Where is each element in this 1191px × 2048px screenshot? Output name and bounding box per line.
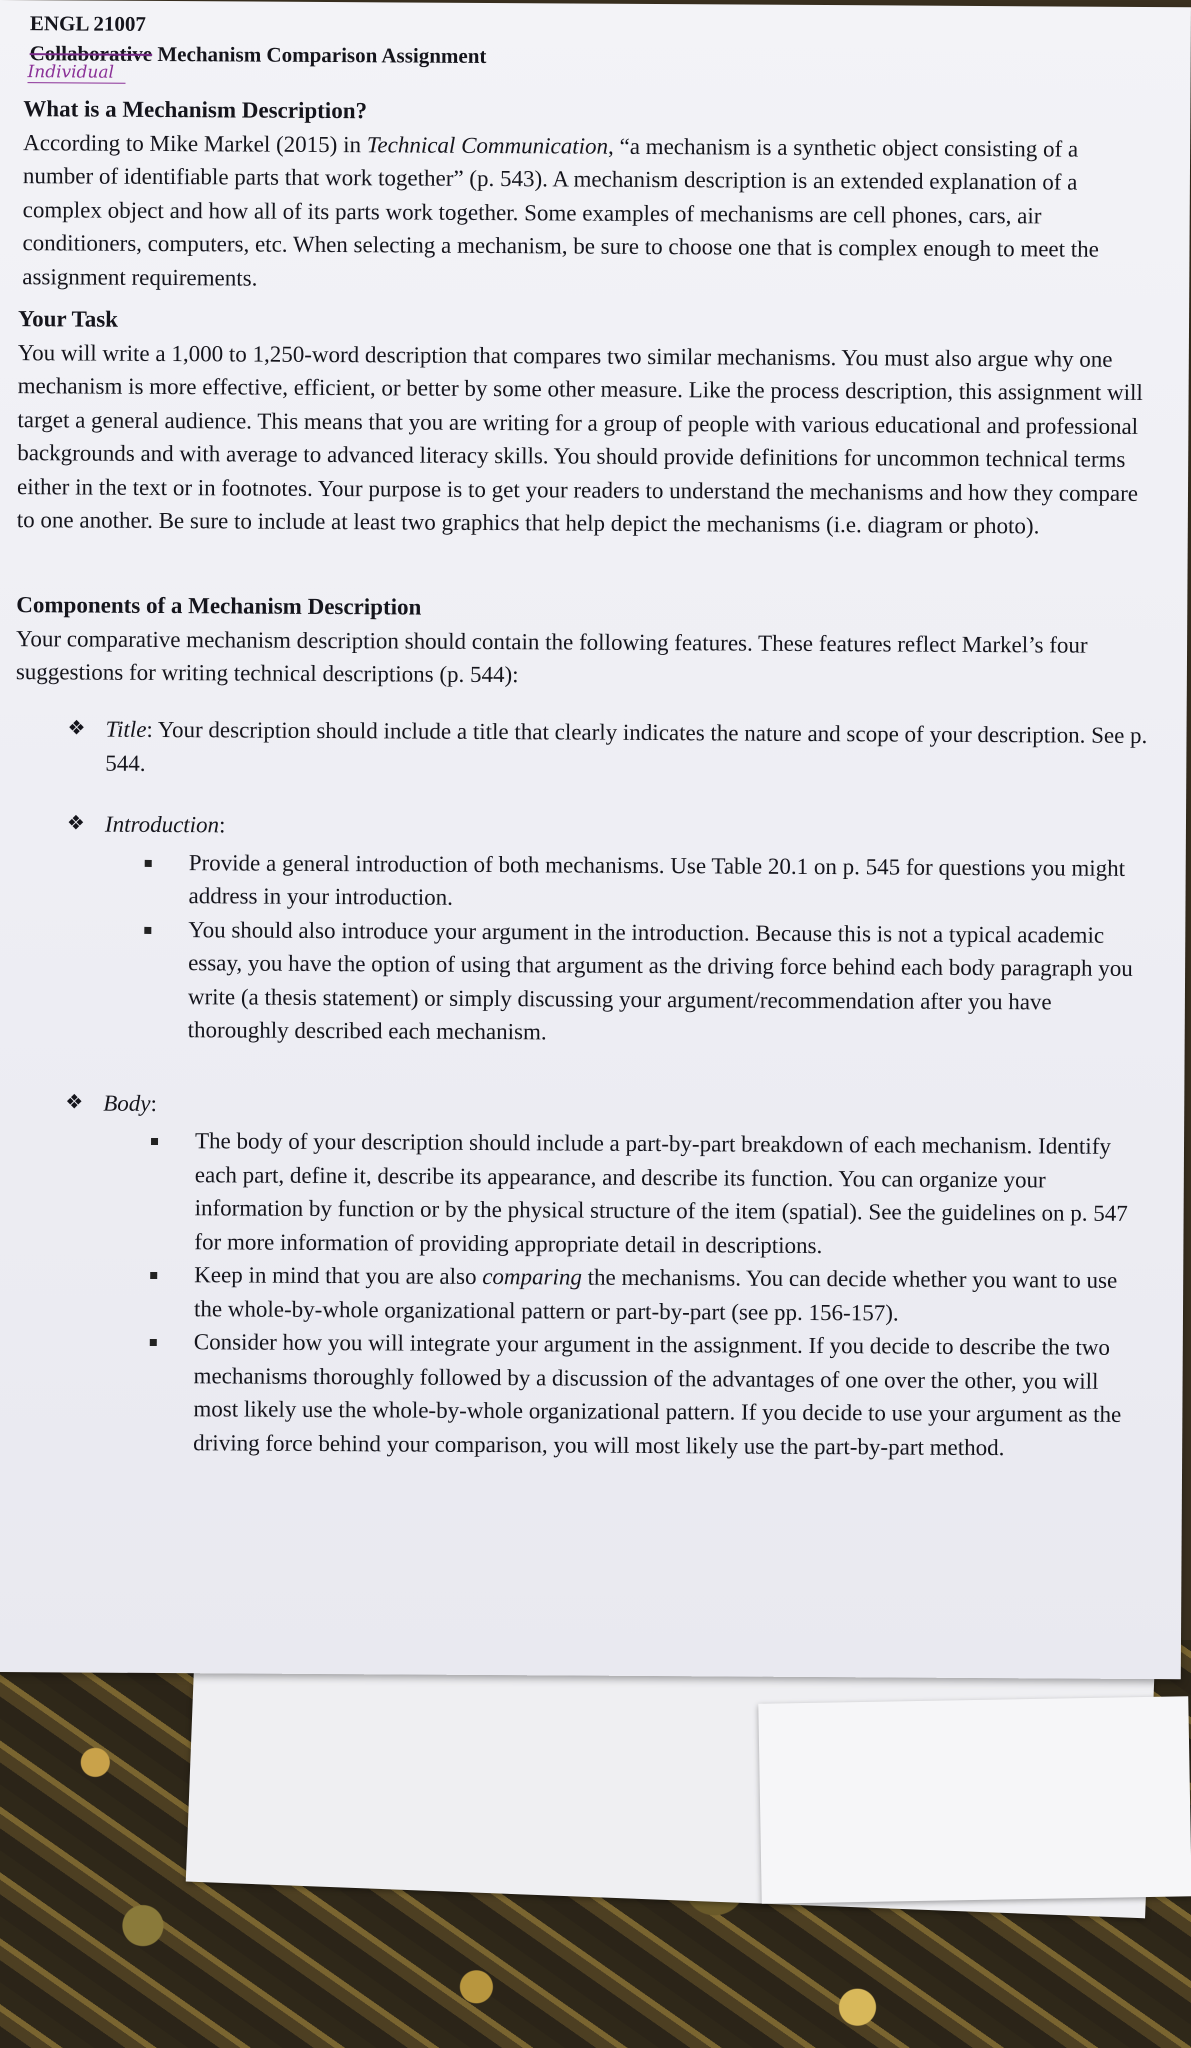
section-heading: What is a Mechanism Description? bbox=[23, 96, 368, 124]
diamond-bullet-icon: ❖ bbox=[66, 812, 85, 835]
list-item-text: You should also introduce your argument in the introduction. Because this is not a typical academic essay, you have the option of using that argument as the driving force behind each body paragraph you write (a thesis statement) or simply discussing your argument/recommendation after you have thoroughly described each mechanism. bbox=[187, 916, 1133, 1045]
feature-label: Title bbox=[105, 716, 147, 742]
list-item-text: Provide a general introduction of both mechanisms. Use Table 20.1 on p. 545 for questions you might address in your introduction. bbox=[188, 849, 1126, 910]
square-bullet-icon bbox=[150, 1272, 157, 1279]
feature-title bbox=[67, 712, 1147, 786]
handwritten-note: Individual bbox=[27, 62, 126, 84]
section-body bbox=[22, 126, 1143, 300]
section-heading: Your Task bbox=[17, 306, 119, 332]
feature-body bbox=[63, 1086, 1145, 1465]
diamond-bullet-icon: ❖ bbox=[65, 1090, 84, 1114]
section-body: You will write a 1,000 to 1,250-word description that compares two similar mechanisms. You must also argue why one mechanism is more effective, efficient, or better by some other measure. Like the process description, this assignment will target a general audience. This means that you are writing for a group of people with various educational and professional backgrounds and with average to advanced literacy skills. You should provide definitions for uncommon technical terms either in the text or in footnotes. Your purpose is to get your readers to understand the mechanisms and how they compare to one another. Be sure to include at least two graphics that help depict the mechanisms (i.e. diagram or photo). bbox=[16, 339, 1143, 539]
section-components bbox=[16, 588, 1147, 695]
feature-text: : Your description should include a title that clearly indicates the nature and scope of your description. See p. 544. bbox=[105, 716, 1148, 776]
square-bullet-icon bbox=[151, 1138, 158, 1145]
feature-label: Body bbox=[103, 1090, 151, 1116]
list-item bbox=[188, 846, 1146, 919]
title-text: Mechanism Comparison Assignment bbox=[152, 41, 487, 68]
emphasis-text: comparing bbox=[482, 1263, 583, 1290]
section-heading: Components of a Mechanism Description bbox=[16, 592, 422, 620]
diamond-bullet-icon: ❖ bbox=[67, 717, 86, 740]
label-colon: : bbox=[150, 1090, 157, 1116]
document-header bbox=[30, 8, 487, 71]
list-item bbox=[188, 913, 1147, 1053]
square-bullet-icon bbox=[144, 926, 151, 933]
section-body: Your comparative mechanism description should contain the following features. These features reflect Markel’s four suggestions for writing technical descriptions (p. 544): bbox=[15, 625, 1088, 688]
label-colon: : bbox=[219, 812, 226, 838]
introduction-bullets bbox=[104, 845, 1147, 1052]
square-bullet-icon bbox=[150, 1339, 157, 1346]
body-text: According to Mike Markel (2015) in bbox=[23, 129, 367, 157]
list-item bbox=[194, 1258, 1144, 1331]
list-item bbox=[194, 1124, 1145, 1264]
list-item-text: the mechanisms. You can decide whether you want to use the whole-by-whole organizational pattern or part-by-part (see pp. 156-157). bbox=[193, 1264, 1118, 1326]
list-item-text: The body of your description should include a part-by-part breakdown of each mechanism. Identify each part, define it, describe its appearance, and describe its function. You can organize your information by function or by the physical structure of the item (spatial). See the guidelines on p. 547 for more information of providing appropriate detail in descriptions. bbox=[194, 1128, 1128, 1258]
course-code: ENGL 21007 bbox=[29, 11, 147, 36]
body-text: , “a mechanism is a synthetic object consisting of a number of identifiable parts that work together” (p. 543). A mechanism description is an extended explanation of a complex object and how all of its parts work together. Some examples of mechanisms are cell phones, cars, air conditioners, computers, etc. When selecting a mechanism, be sure to choose one that is complex enough to meet the assignment requirements. bbox=[22, 133, 1100, 291]
book-title: Technical Communication bbox=[366, 131, 609, 159]
struck-word: Collaborative bbox=[29, 41, 153, 66]
body-bullets bbox=[101, 1124, 1145, 1465]
feature-label: Introduction bbox=[104, 811, 220, 838]
list-item bbox=[193, 1325, 1144, 1465]
section-mechanism-description bbox=[22, 92, 1143, 300]
list-item-text: Keep in mind that you are also bbox=[194, 1262, 483, 1289]
square-bullet-icon bbox=[145, 859, 152, 866]
list-item-text: Consider how you will integrate your argument in the assignment. If you decide to describe the two mechanisms thoroughly followed by a discussion of the advantages of one over the other, you will most likely use the whole-by-whole organizational pattern. If you decide to use your argument as the driving force behind your comparison, you will most likely use the part-by-part method. bbox=[193, 1329, 1122, 1460]
section-your-task bbox=[17, 302, 1148, 543]
feature-list bbox=[63, 712, 1148, 1493]
feature-introduction bbox=[66, 807, 1147, 1052]
underlying-sheet bbox=[758, 1696, 1191, 1903]
